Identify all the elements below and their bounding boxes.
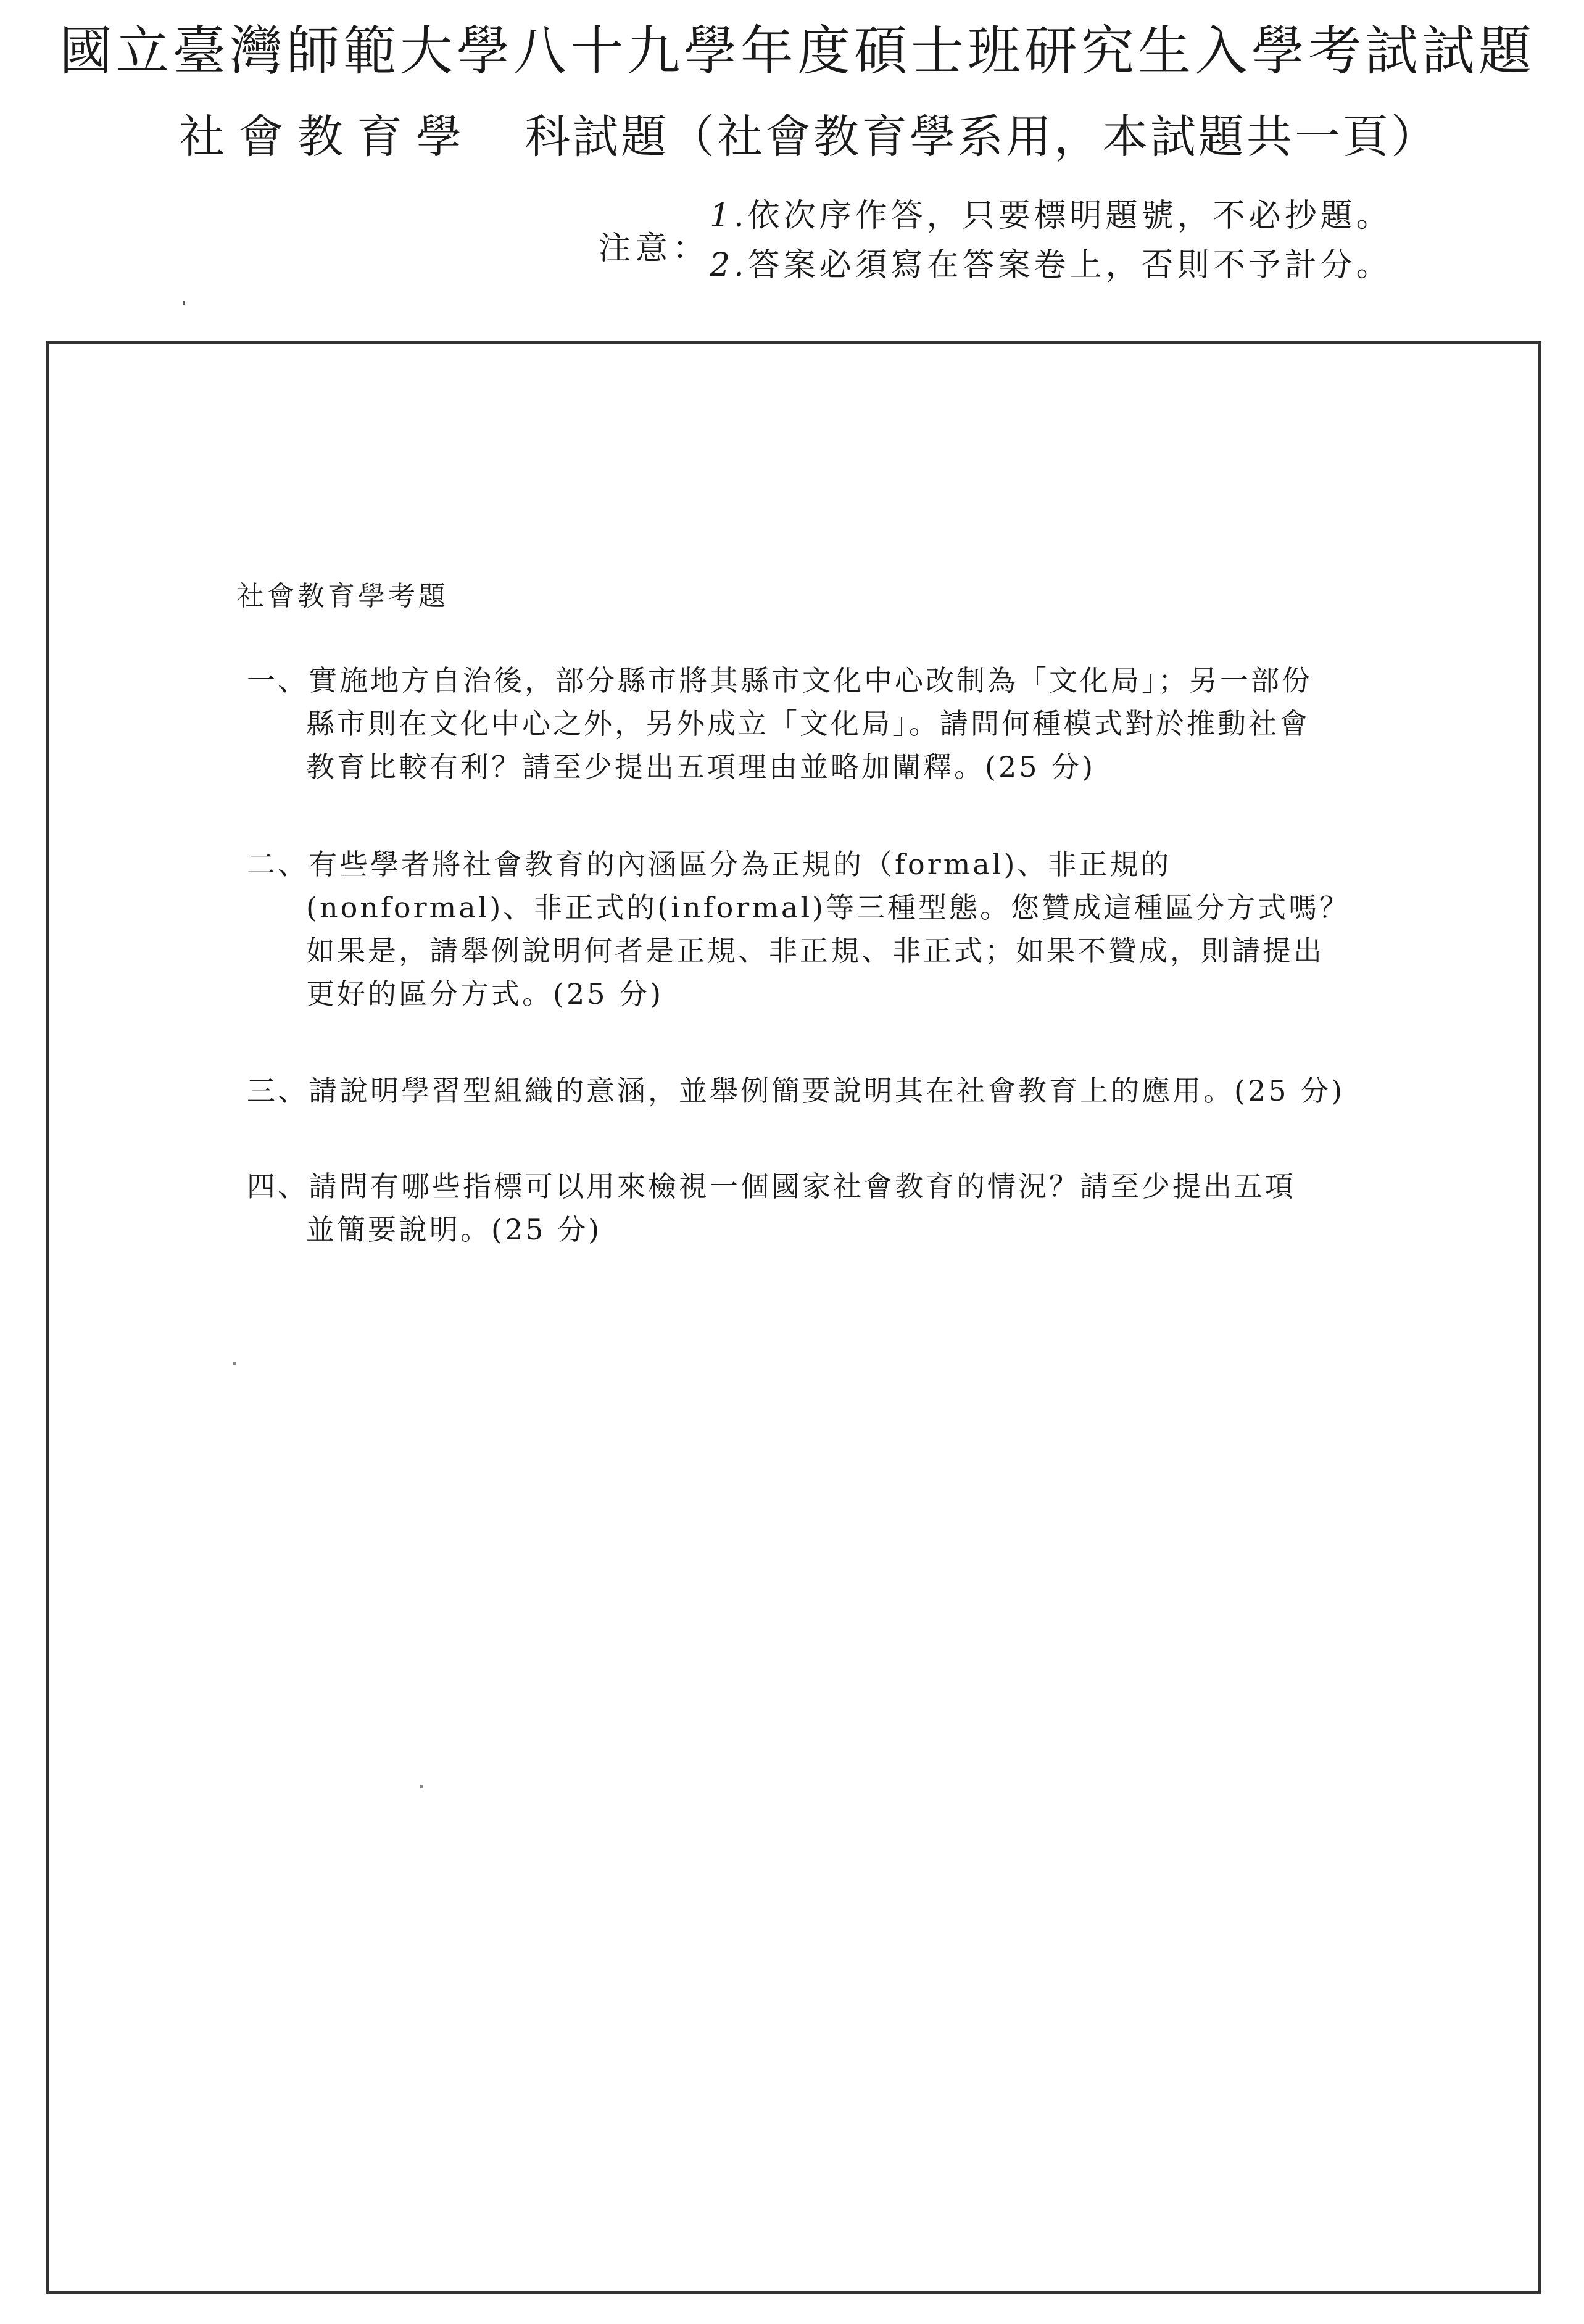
- notice-item-number: 1.: [710, 197, 748, 234]
- subject-name: 社會教育學: [179, 110, 475, 163]
- question-4: [247, 1165, 1333, 1251]
- question-line: (nonformal)、非正式的(informal)等三種型態。您贊成這種區分方式嗎？: [306, 891, 1350, 924]
- question-line: 一、實施地方自治後，部分縣市將其縣市文化中心改制為「文化局」；另一部份: [247, 664, 1312, 697]
- scan-speck: [233, 1362, 236, 1365]
- question-1: [247, 659, 1333, 788]
- subject-suffix: 科試題（社會教育學系用，本試題共一頁）: [525, 110, 1439, 163]
- question-line: 更好的區分方式。(25 分): [306, 977, 664, 1011]
- notice-items: [710, 191, 1392, 290]
- notice-item-text: 答案必須寫在答案卷上，否則不予計分。: [747, 247, 1392, 284]
- question-line: 如果是，請舉例說明何者是正規、非正規、非正式；如果不贊成，則請提出: [306, 934, 1324, 967]
- question-line: 教育比較有利？請至少提出五項理由並略加闡釋。(25 分): [306, 750, 1096, 784]
- question-2: [247, 843, 1350, 1015]
- notice-item: [710, 241, 1392, 290]
- question-3: [247, 1069, 1345, 1112]
- question-line: 三、請說明學習型組織的意涵，並舉例簡要說明其在社會教育上的應用。(25 分): [247, 1074, 1345, 1107]
- notice-label: 注意：: [599, 230, 710, 267]
- scan-speck: [183, 301, 185, 305]
- notice-item: [710, 191, 1392, 241]
- notice-item-text: 依次序作答，只要標明題號，不必抄題。: [747, 197, 1392, 234]
- exam-title: 國立臺灣師範大學八十九學年度碩士班研究生入學考試試題: [59, 20, 1535, 82]
- paper-heading: 社會教育學考題: [237, 581, 449, 612]
- subject-line: [179, 106, 1439, 168]
- notice-item-number: 2.: [710, 247, 748, 284]
- scan-speck: [420, 1785, 423, 1788]
- question-line: 四、請問有哪些指標可以用來檢視一個國家社會教育的情況？請至少提出五項: [247, 1170, 1296, 1203]
- question-line: 二、有些學者將社會教育的內涵區分為正規的（formal)、非正規的: [247, 848, 1172, 881]
- answer-frame: [46, 341, 1541, 2294]
- question-line: 並簡要說明。(25 分): [306, 1213, 602, 1246]
- question-line: 縣市則在文化中心之外，另外成立「文化局」。請問何種模式對於推動社會: [306, 707, 1310, 740]
